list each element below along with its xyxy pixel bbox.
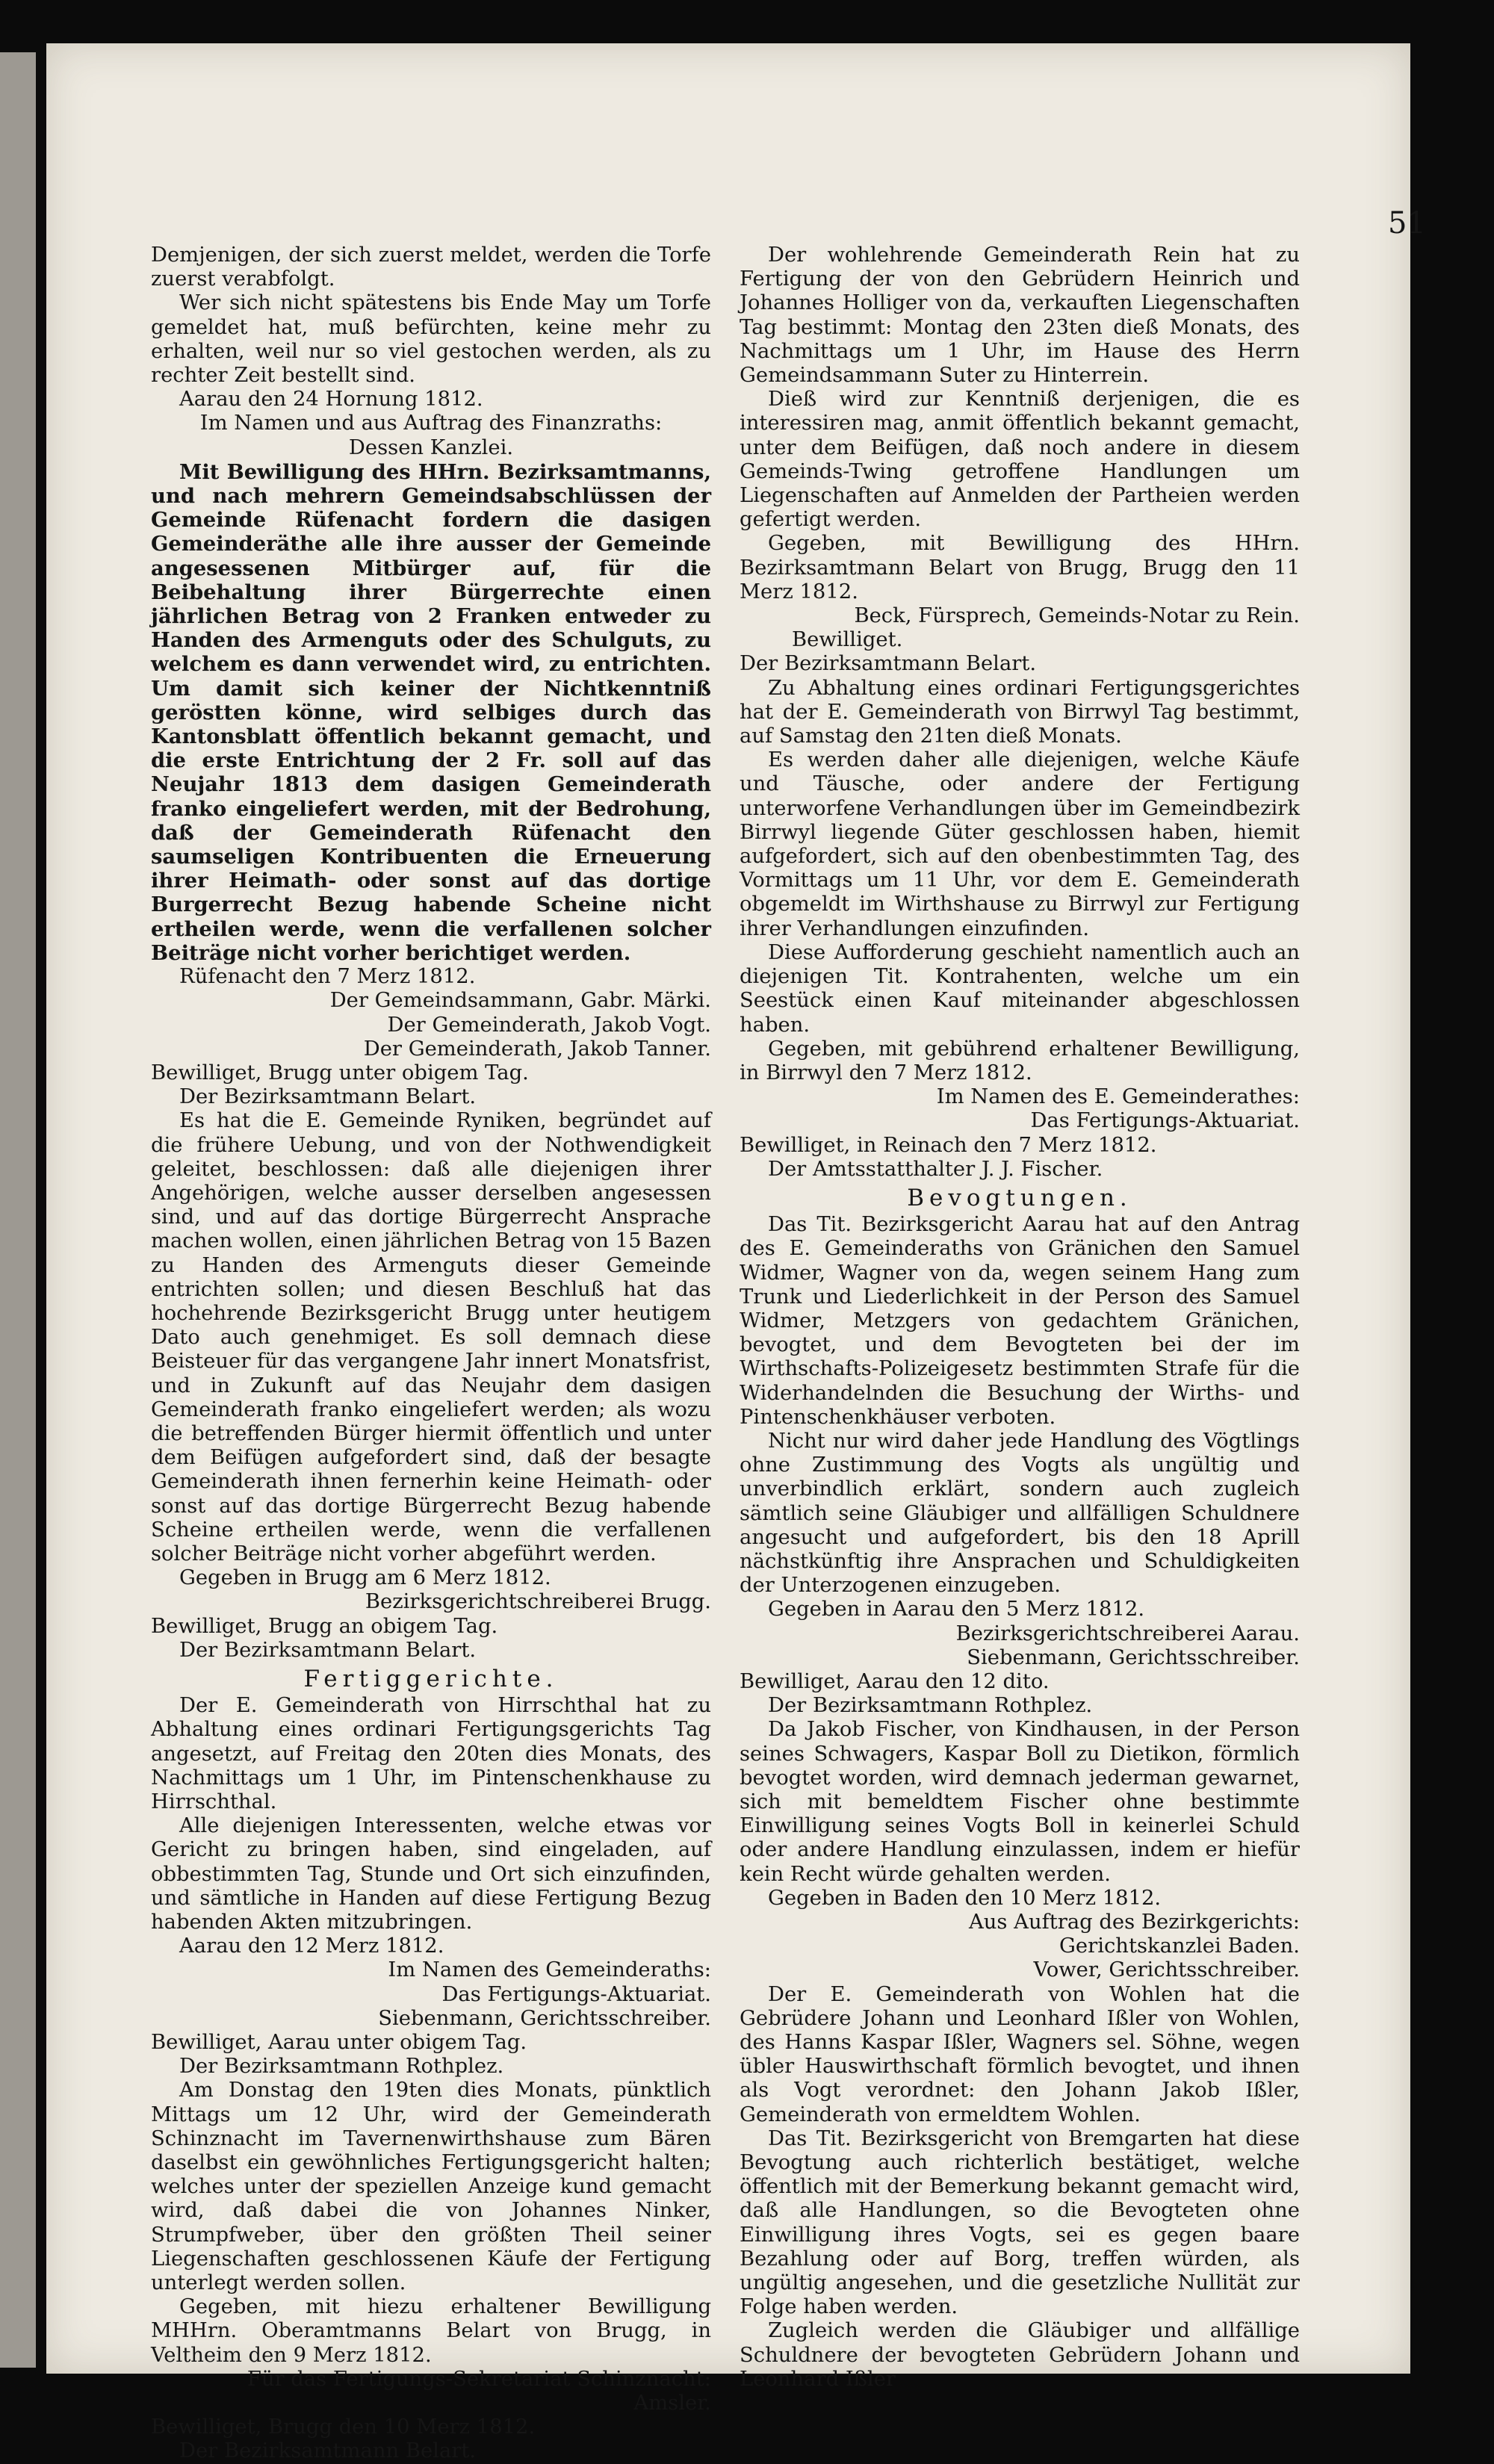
notice-text: Wer sich nicht spätestens bis Ende May um Torfe gemeldet hat, muß befürchten, keine mehr zu erhalten, weil nur so viel gestochen werden, als zu rechter Zeit bestellt sind. <box>151 291 711 388</box>
signature: Das Fertigungs-Aktuariat. <box>441 1982 711 2006</box>
newspaper-page <box>46 43 1426 2463</box>
signature: Vower, Gerichtsschreiber. <box>1033 1958 1300 1982</box>
notice-text: Das Tit. Bezirksgericht Aarau hat auf den Antrag des E. Gemeinderaths von Gränichen den Samuel Widmer, Wagner von da, wegen seinem Hang zum Trunk und Liederlichkeit in der Person des Samuel Widmer, Metzgers von gedachtem Gränichen, bevogtet, und dem Bevogteten bei der im Wirthschafts-Polizeigesetz bestimmten Strafe für die Widerhandelnden die Besuchung der Wirths- und Pintenschenkhäuser verboten. <box>740 1213 1300 1429</box>
approval: Bewilliget, Brugg unter obigem Tag. <box>151 1061 529 1084</box>
approval-signature: Der Bezirksamtmann Belart. <box>740 652 1037 676</box>
notice-text: Es werden daher alle diejenigen, welche Käufe und Täusche, oder andere der Fertigung unterworfene Verhandlungen über im Gemeindbezirk Birrwyl liegende Güter geschlossen haben, hiemit aufgefordert, sich auf den obenbestimmten Tag, des Vormittags um 11 Uhr, vor dem E. Gemeinderath obgemeldt im Wirthshause zu Birrwyl zur Fertigung ihrer Verhandlungen einzufinden. <box>740 748 1300 940</box>
adjacent-page-edge <box>0 52 36 2368</box>
notice-text: Es hat die E. Gemeinde Ryniken, begründet auf die frühere Uebung, und von der Nothwendigkeit geleitet, beschlossen: daß alle diejenigen ihrer Angehörigen, welche ausser derselben angesessen sind, und auf das dortige Bürgerrecht Ansprache machen wollen, einen jährlichen Betrag von 15 Bazen zu Handen des Armenguts dieser Gemeinde entrichten sollen; und diesen Beschluß hat das hochehrende Bezirksgericht Brugg unter heutigem Dato auch genehmiget. Es soll demnach diese Beisteuer für das vergangene Jahr innert Monatsfrist, und in Zukunft auf das Neujahr dem dasigen Gemeinderath franko eingeliefert werden; als wozu die betreffenden Bürger hiermit öffentlich und unter dem Beifügen aufgefordert sind, daß der besagte Gemeinderath ihnen fernerhin keine Heimath- oder sonst auf das dortige Bürgerrecht Bezug habende Scheine ertheilen werde, wenn die verfallenen solcher Beiträge nicht vorher abgeführt werden. <box>151 1109 711 1565</box>
signature: Im Namen und aus Auftrag des Finanzraths: <box>199 412 663 435</box>
signature: Im Namen des Gemeinderaths: <box>388 1958 711 1982</box>
approval-signature: Der Bezirksamtmann Belart. <box>179 2439 477 2463</box>
dateline: Gegeben in Aarau den 5 Merz 1812. <box>768 1598 1145 1622</box>
page-number: 51 <box>1388 206 1426 240</box>
approval-signature: Der Amtsstatthalter J. J. Fischer. <box>768 1157 1103 1181</box>
signature: Der Gemeindsammann, Gabr. Märki. <box>329 989 711 1013</box>
dateline: Aarau den 24 Hornung 1812. <box>179 388 483 412</box>
notice-text: Mit Bewilligung des HHrn. Bezirksamtmanns, und nach mehrern Gemeindsabschlüssen der Gemeinde Rüfenacht fordern die dasigen Gemeinderäthe alle ihre ausser der Gemeinde angesessenen Mitbürger auf, für die Beibehaltung ihrer Bürgerrechte einen jährlichen Betrag von 2 Franken entweder zu Handen des Armenguts oder des Schulguts, zu welchem es dann verwendet wird, zu entrichten. Um damit sich keiner der Nichtkenntniß geröstten könne, wird selbiges durch das Kantonsblatt öffentlich bekannt gemacht, und die erste Entrichtung der 2 Fr. soll auf das Neujahr 1813 dem dasigen Gemeinderath franko eingeliefert werden, mit der Bedrohung, daß der Gemeinderath Rüfenacht den saumseligen Kontribuenten die Erneuerung ihrer Heimath- oder sonst auf das dortige Burgerrecht Bezug habende Scheine nicht ertheilen werde, wenn die verfallenen solcher Beiträge nicht vorher berichtiget werden. <box>151 459 711 965</box>
notice-text: Demjenigen, der sich zuerst meldet, werden die Torfe zuerst verabfolgt. <box>151 243 711 291</box>
signature: Im Namen des E. Gemeinderathes: <box>936 1085 1300 1109</box>
notice-text: Gegeben, mit Bewilligung des HHrn. Bezirksamtmann Belart von Brugg, Brugg den 11 Merz 1812. <box>740 532 1300 603</box>
notice-text: Der E. Gemeinderath von Wohlen hat die Gebrüdere Johann und Leonhard Ißler von Wohlen, des Hanns Kaspar Ißler, Wagners sel. Söhne, wegen übler Hauswirthschaft förmlich bevogtet, und ihnen als Vogt verordnet: den Johann Jakob Ißler, Gemeinderath von ermeldtem Wohlen. <box>740 1982 1300 2126</box>
right-column <box>740 243 1300 2392</box>
notice-text: Der wohlehrende Gemeinderath Rein hat zu Fertigung der von den Gebrüdern Heinrich und Johannes Holliger von da, verkauften Liegenschaften Tag bestimmt: Montag den 23ten dieß Monats, des Nachmittags um 1 Uhr, im Hause des Herrn Gemeindsammann Suter zu Hinterrein. <box>740 243 1300 388</box>
signature: Aus Auftrag des Bezirkgerichts: <box>968 1911 1300 1934</box>
notice-text: Zu Abhaltung eines ordinari Fertigungsgerichtes hat der E. Gemeinderath von Birrwyl Tag bestimmt, auf Samstag den 21ten dieß Monats. <box>740 676 1300 748</box>
approval-signature: Der Bezirksamtmann Rothplez. <box>179 2055 504 2079</box>
signature: Amsler. <box>633 2392 711 2415</box>
signature: Der Gemeinderath, Jakob Vogt. <box>387 1013 711 1037</box>
notice-text: Der E. Gemeinderath von Hirrschthal hat zu Abhaltung eines ordinari Fertigungsgerichts Tag angesetzt, auf Freitag den 20ten dies Monats, des Nachmittags um 1 Uhr, im Pintenschenkhause zu Hirrschthal. <box>151 1694 711 1813</box>
signature: Bezirksgerichtschreiberei Brugg. <box>365 1590 711 1614</box>
approval: Bewilliget. <box>792 628 903 652</box>
signature: Für das Fertigungs-Sekretariat Schinznacht: <box>247 2367 711 2391</box>
approval: Bewilliget, Aarau unter obigem Tag. <box>151 2031 527 2055</box>
notice-text: Dieß wird zur Kenntniß derjenigen, die es interessiren mag, anmit öffentlich bekannt gemacht, unter dem Beifügen, daß noch andere in diesem Gemeinds-Twing getroffene Handlungen um Liegenschaften auf Anmelden der Partheien werden gefertigt werden. <box>740 388 1300 532</box>
notice-text: Gegeben, mit gebührend erhaltener Bewilligung, in Birrwyl den 7 Merz 1812. <box>740 1037 1300 1084</box>
notice-text: Alle diejenigen Interessenten, welche etwas vor Gericht zu bringen haben, sind eingeladen, auf obbestimmten Tag, Stunde und Ort sich einzufinden, und sämtliche in Handen auf diese Fertigung Bezug habenden Akten mitzubringen. <box>151 1814 711 1934</box>
approval-signature: Der Bezirksamtmann Belart. <box>179 1638 477 1662</box>
signature: Siebenmann, Gerichtsschreiber. <box>967 1645 1300 1669</box>
notice-text: Da Jakob Fischer, von Kindhausen, in der Person seines Schwagers, Kaspar Boll zu Dietikon, förmlich bevogtet worden, wird demnach jederman gewarnet, sich mit bemeldtem Fischer ohne bestimmte Einwilligung seines Vogts Boll in keinerlei Schuld oder andere Handlung einzulassen, indem er hiefür kein Recht würde gehalten werden. <box>740 1718 1300 1886</box>
signature: Bezirksgerichtschreiberei Aarau. <box>955 1622 1300 1645</box>
approval-signature: Der Bezirksamtmann Belart. <box>179 1085 477 1109</box>
notice-text: Zugleich werden die Gläubiger und allfällige Schuldnere der bevogteten Gebrüdern Johann und Leonhard Ißler <box>740 2319 1300 2391</box>
notice-text: Gegeben, mit hiezu erhaltener Bewilligung MHHrn. Oberamtmanns Belart von Brugg, in Veltheim den 9 Merz 1812. <box>151 2295 711 2367</box>
dateline: Aarau den 12 Merz 1812. <box>179 1934 444 1958</box>
section-heading: Bevogtungen. <box>907 1184 1132 1211</box>
notice-text: Das Tit. Bezirksgericht von Bremgarten hat diese Bevogtung auch richterlich bestätiget, welche öffentlich mit der Bemerkung bekannt gemacht wird, daß alle Handlungen, so die Bevogteten ohne Einwilligung ihres Vogts, sei es gegen baare Bezahlung oder auf Borg, treffen würden, als ungültig angesehen, und die gesetzliche Nullität zur Folge haben werden. <box>740 2126 1300 2319</box>
left-column <box>151 243 711 2464</box>
section-heading: Fertiggerichte. <box>303 1665 559 1692</box>
approval: Bewilliget, in Reinach den 7 Merz 1812. <box>740 1133 1157 1157</box>
signature: Der Gemeinderath, Jakob Tanner. <box>363 1037 711 1061</box>
dateline: Rüfenacht den 7 Merz 1812. <box>179 965 476 989</box>
notice-text: Am Donstag den 19ten dies Monats, pünktlich Mittags um 12 Uhr, wird der Gemeinderath Schinznacht im Tavernenwirthshause zum Bären daselbst ein gewöhnliches Fertigungsgericht halten; welches unter der speziellen Anzeige kund gemacht wird, daß dabei die von Johannes Ninker, Strumpfweber, über den größten Theil seiner Liegenschaften geschlossenen Käufe der Fertigung unterlegt werden sollen. <box>151 2079 711 2295</box>
notice-text: Nicht nur wird daher jede Handlung des Vögtlings ohne Zustimmung des Vogts als ungültig und unverbindlich erklärt, sondern auch zugleich sämtlich seine Gläubiger und allfälligen Schuldnere angesucht und aufgefordert, bis den 18 Aprill nächstkünftig ihre Ansprachen und Schuldigkeiten der Unterzogenen einzugeben. <box>740 1429 1300 1598</box>
signature: Gerichtskanzlei Baden. <box>1059 1934 1300 1958</box>
signature: Das Fertigungs-Aktuariat. <box>1030 1109 1300 1133</box>
approval-signature: Der Bezirksamtmann Rothplez. <box>768 1694 1093 1718</box>
notice-text: Diese Aufforderung geschieht namentlich auch an diejenigen Tit. Kontrahenten, welche um ein Seestück einen Kauf miteinander abgeschlossen haben. <box>740 940 1300 1037</box>
approval: Bewilliget, Brugg den 10 Merz 1812. <box>151 2415 536 2439</box>
approval: Bewilliget, Brugg an obigem Tag. <box>151 1614 498 1638</box>
dateline: Gegeben in Baden den 10 Merz 1812. <box>768 1886 1162 1910</box>
signature: Dessen Kanzlei. <box>348 435 514 459</box>
signature: Siebenmann, Gerichtsschreiber. <box>378 2006 711 2030</box>
approval: Bewilliget, Aarau den 12 dito. <box>740 1669 1050 1693</box>
dateline: Gegeben in Brugg am 6 Merz 1812. <box>179 1566 551 1590</box>
signature: Beck, Fürsprech, Gemeinds-Notar zu Rein. <box>854 604 1300 628</box>
